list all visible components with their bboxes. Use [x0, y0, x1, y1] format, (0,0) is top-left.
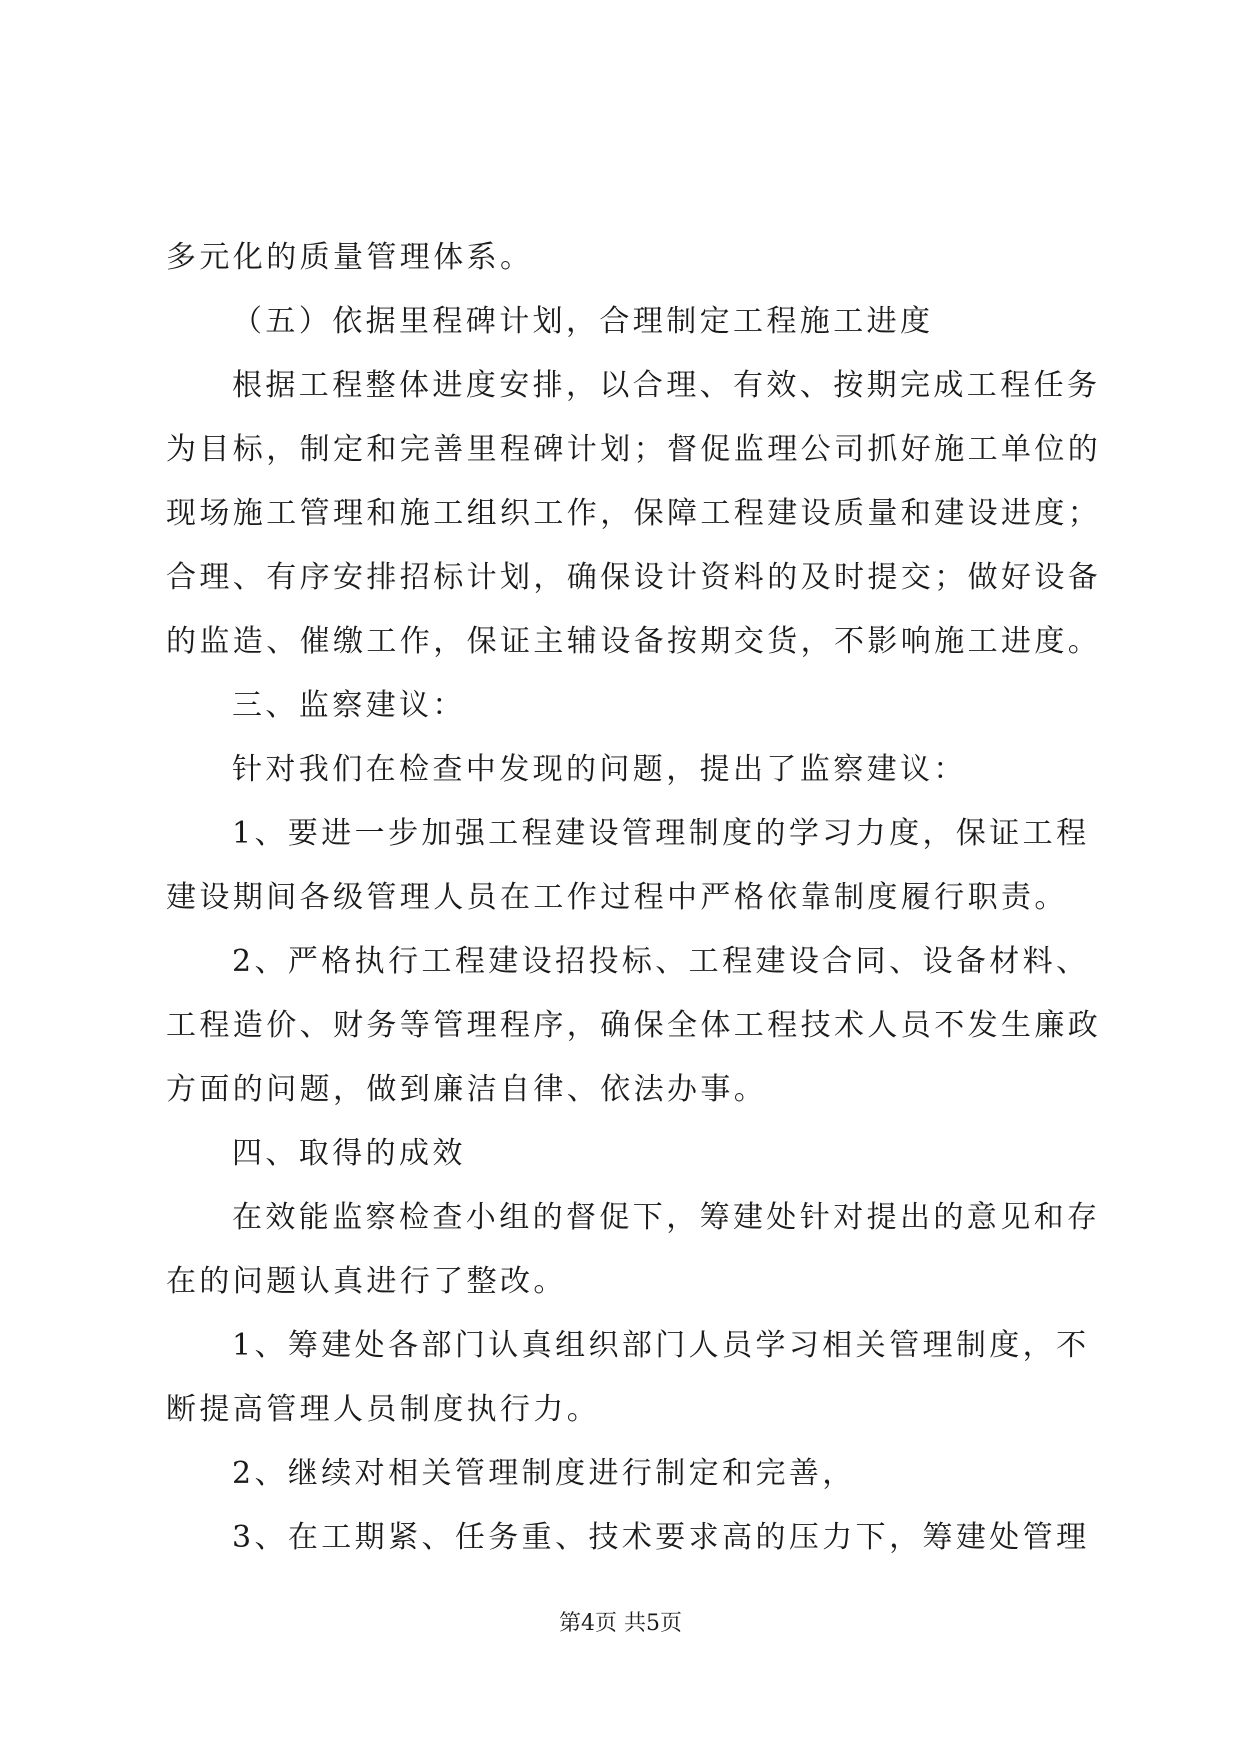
section-heading: 四、取得的成效: [232, 1136, 466, 1171]
text-line: 在的问题认真进行了整改。: [166, 1264, 567, 1299]
text-line: 现场施工管理和施工组织工作，保障工程建设质量和建设进度；: [166, 496, 1102, 531]
text-line: 合理、有序安排招标计划，确保设计资料的及时提交；做好设备: [166, 560, 1102, 595]
text-line: 根据工程整体进度安排，以合理、有效、按期完成工程任务: [232, 368, 1101, 403]
section-heading: 三、监察建议：: [232, 688, 466, 723]
page-number-footer: 第4页 共5页: [559, 1611, 682, 1636]
text-line: 在效能监察检查小组的督促下，筹建处针对提出的意见和存: [232, 1200, 1101, 1235]
list-item: 3、在工期紧、任务重、技术要求高的压力下，筹建处管理: [232, 1520, 1090, 1555]
document-body: [166, 226, 1102, 1570]
list-item: 2、严格执行工程建设招投标、工程建设合同、设备材料、: [232, 944, 1090, 979]
text-line: 方面的问题，做到廉洁自律、依法办事。: [166, 1072, 768, 1107]
text-line: 的监造、催缴工作，保证主辅设备按期交货，不影响施工进度。: [166, 624, 1102, 659]
text-line: 工程造价、财务等管理程序，确保全体工程技术人员不发生廉政: [166, 1008, 1102, 1043]
section-heading: （五）依据里程碑计划，合理制定工程施工进度: [232, 304, 934, 339]
text-line: 建设期间各级管理人员在工作过程中严格依靠制度履行职责。: [166, 880, 1068, 915]
text-line: 断提高管理人员制度执行力。: [166, 1392, 601, 1427]
list-item: 1、要进一步加强工程建设管理制度的学习力度，保证工程: [232, 816, 1090, 851]
list-item: 2、继续对相关管理制度进行制定和完善，: [232, 1456, 856, 1491]
text-line: 为目标，制定和完善里程碑计划；督促监理公司抓好施工单位的: [166, 432, 1102, 467]
list-item: 1、筹建处各部门认真组织部门人员学习相关管理制度，不: [232, 1328, 1090, 1363]
text-line: 多元化的质量管理体系。: [166, 240, 534, 275]
text-line: 针对我们在检查中发现的问题，提出了监察建议：: [232, 752, 967, 787]
